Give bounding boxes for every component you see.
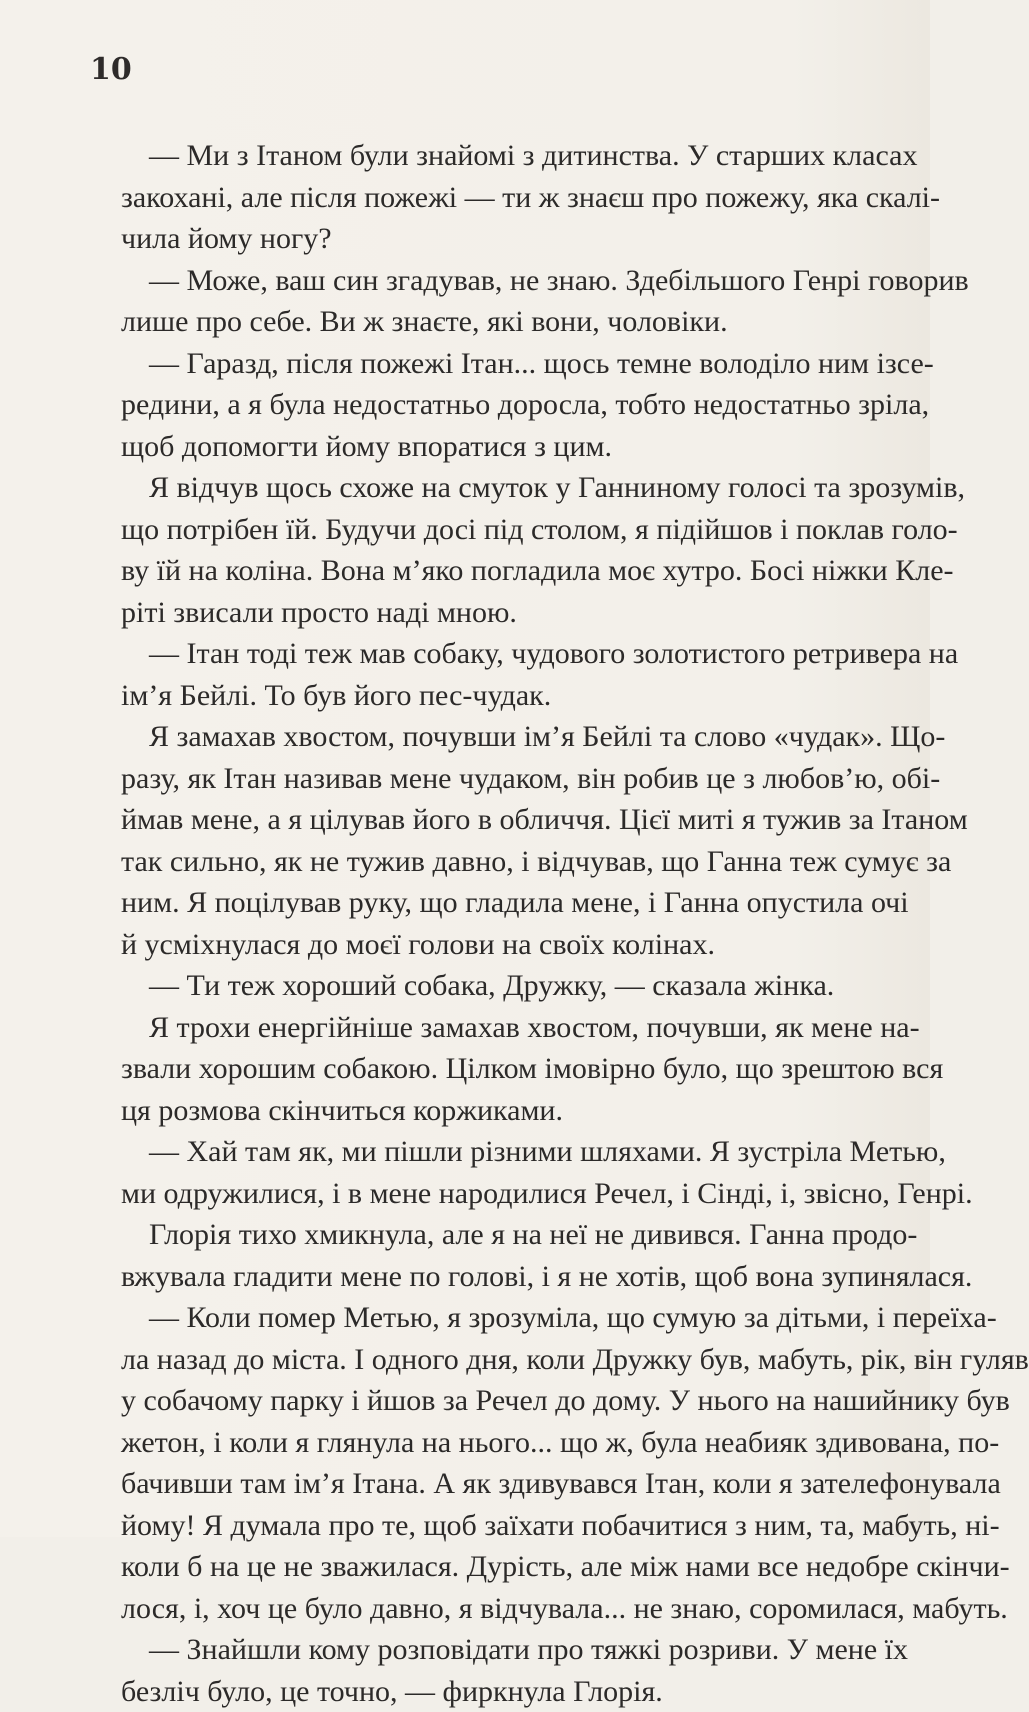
text-line: безліч було, це точно, — фиркнула Глорія. <box>121 1671 895 1712</box>
page-text <box>121 135 895 1712</box>
text-line: — Коли помер Метью, я зрозуміла, що сумую за дітьми, і переїха- <box>121 1297 895 1339</box>
text-line: лише про себе. Ви ж знаєте, які вони, чоловіки. <box>121 301 895 343</box>
text-line: закохані, але після пожежі — ти ж знаєш про пожежу, яка скалі- <box>121 177 895 219</box>
text-line: чила йому ногу? <box>121 218 895 260</box>
text-line: — Ми з Ітаном були знайомі з дитинства. У старших класах <box>121 135 895 177</box>
text-line: ним. Я поцілував руку, що гладила мене, і Ганна опустила очі <box>121 882 895 924</box>
page-number: 10 <box>90 52 132 87</box>
text-line: Я замахав хвостом, почувши ім’я Бейлі та слово «чудак». Що- <box>121 716 895 758</box>
text-line: лося, і, хоч це було давно, я відчувала... не знаю, соромилася, мабуть. <box>121 1588 895 1630</box>
text-line: бачивши там ім’я Ітана. А як здивувався Ітан, коли я зателефонувала <box>121 1463 895 1505</box>
text-line: — Може, ваш син згадував, не знаю. Здебільшого Генрі говорив <box>121 260 895 302</box>
text-line: ву їй на коліна. Вона м’яко погладила моє хутро. Босі ніжки Кле- <box>121 550 895 592</box>
text-line: ріті звисали просто наді мною. <box>121 592 895 634</box>
text-line: ймав мене, а я цілував його в обличчя. Цієї миті я тужив за Ітаном <box>121 799 895 841</box>
text-line: у собачому парку і йшов за Речел до дому. У нього на нашийнику був <box>121 1380 895 1422</box>
text-line: — Ітан тоді теж мав собаку, чудового золотистого ретривера на <box>121 633 895 675</box>
text-line: ми одружилися, і в мене народилися Речел, і Сінді, і, звісно, Генрі. <box>121 1173 895 1215</box>
text-line: — Ти теж хороший собака, Дружку, — сказала жінка. <box>121 965 895 1007</box>
text-line: щоб допомогти йому впоратися з цим. <box>121 426 895 468</box>
text-line: що потрібен їй. Будучи досі під столом, я підійшов і поклав голо- <box>121 509 895 551</box>
text-line: так сильно, як не тужив давно, і відчував, що Ганна теж сумує за <box>121 841 895 883</box>
text-line: ця розмова скінчиться коржиками. <box>121 1090 895 1132</box>
text-line: — Знайшли кому розповідати про тяжкі розриви. У мене їх <box>121 1629 895 1671</box>
text-line: звали хорошим собакою. Цілком імовірно було, що зрештою вся <box>121 1048 895 1090</box>
text-line: й усміхнулася до моєї голови на своїх колінах. <box>121 924 895 966</box>
text-line: Я трохи енергійніше замахав хвостом, почувши, як мене на- <box>121 1007 895 1049</box>
text-line: коли б на це не зважилася. Дурість, але між нами все недобре скінчи- <box>121 1546 895 1588</box>
text-line: йому! Я думала про те, щоб заїхати побачитися з ним, та, мабуть, ні- <box>121 1505 895 1547</box>
text-line: редини, а я була недостатньо доросла, тобто недостатньо зріла, <box>121 384 895 426</box>
text-line: вжувала гладити мене по голові, і я не хотів, щоб вона зупинялася. <box>121 1256 895 1298</box>
text-line: — Гаразд, після пожежі Ітан... щось темне володіло ним ізсе- <box>121 343 895 385</box>
text-line: жетон, і коли я глянула на нього... що ж, була неабияк здивована, по- <box>121 1422 895 1464</box>
text-line: ім’я Бейлі. То був його пес-чудак. <box>121 675 895 717</box>
text-line: разу, як Ітан називав мене чудаком, він робив це з любов’ю, обі- <box>121 758 895 800</box>
text-line: ла назад до міста. І одного дня, коли Дружку був, мабуть, рік, він гуляв <box>121 1339 895 1381</box>
text-line: Я відчув щось схоже на смуток у Ганниному голосі та зрозумів, <box>121 467 895 509</box>
text-line: — Хай там як, ми пішли різними шляхами. Я зустріла Метью, <box>121 1131 895 1173</box>
text-line: Глорія тихо хмикнула, але я на неї не дивився. Ганна продо- <box>121 1214 895 1256</box>
